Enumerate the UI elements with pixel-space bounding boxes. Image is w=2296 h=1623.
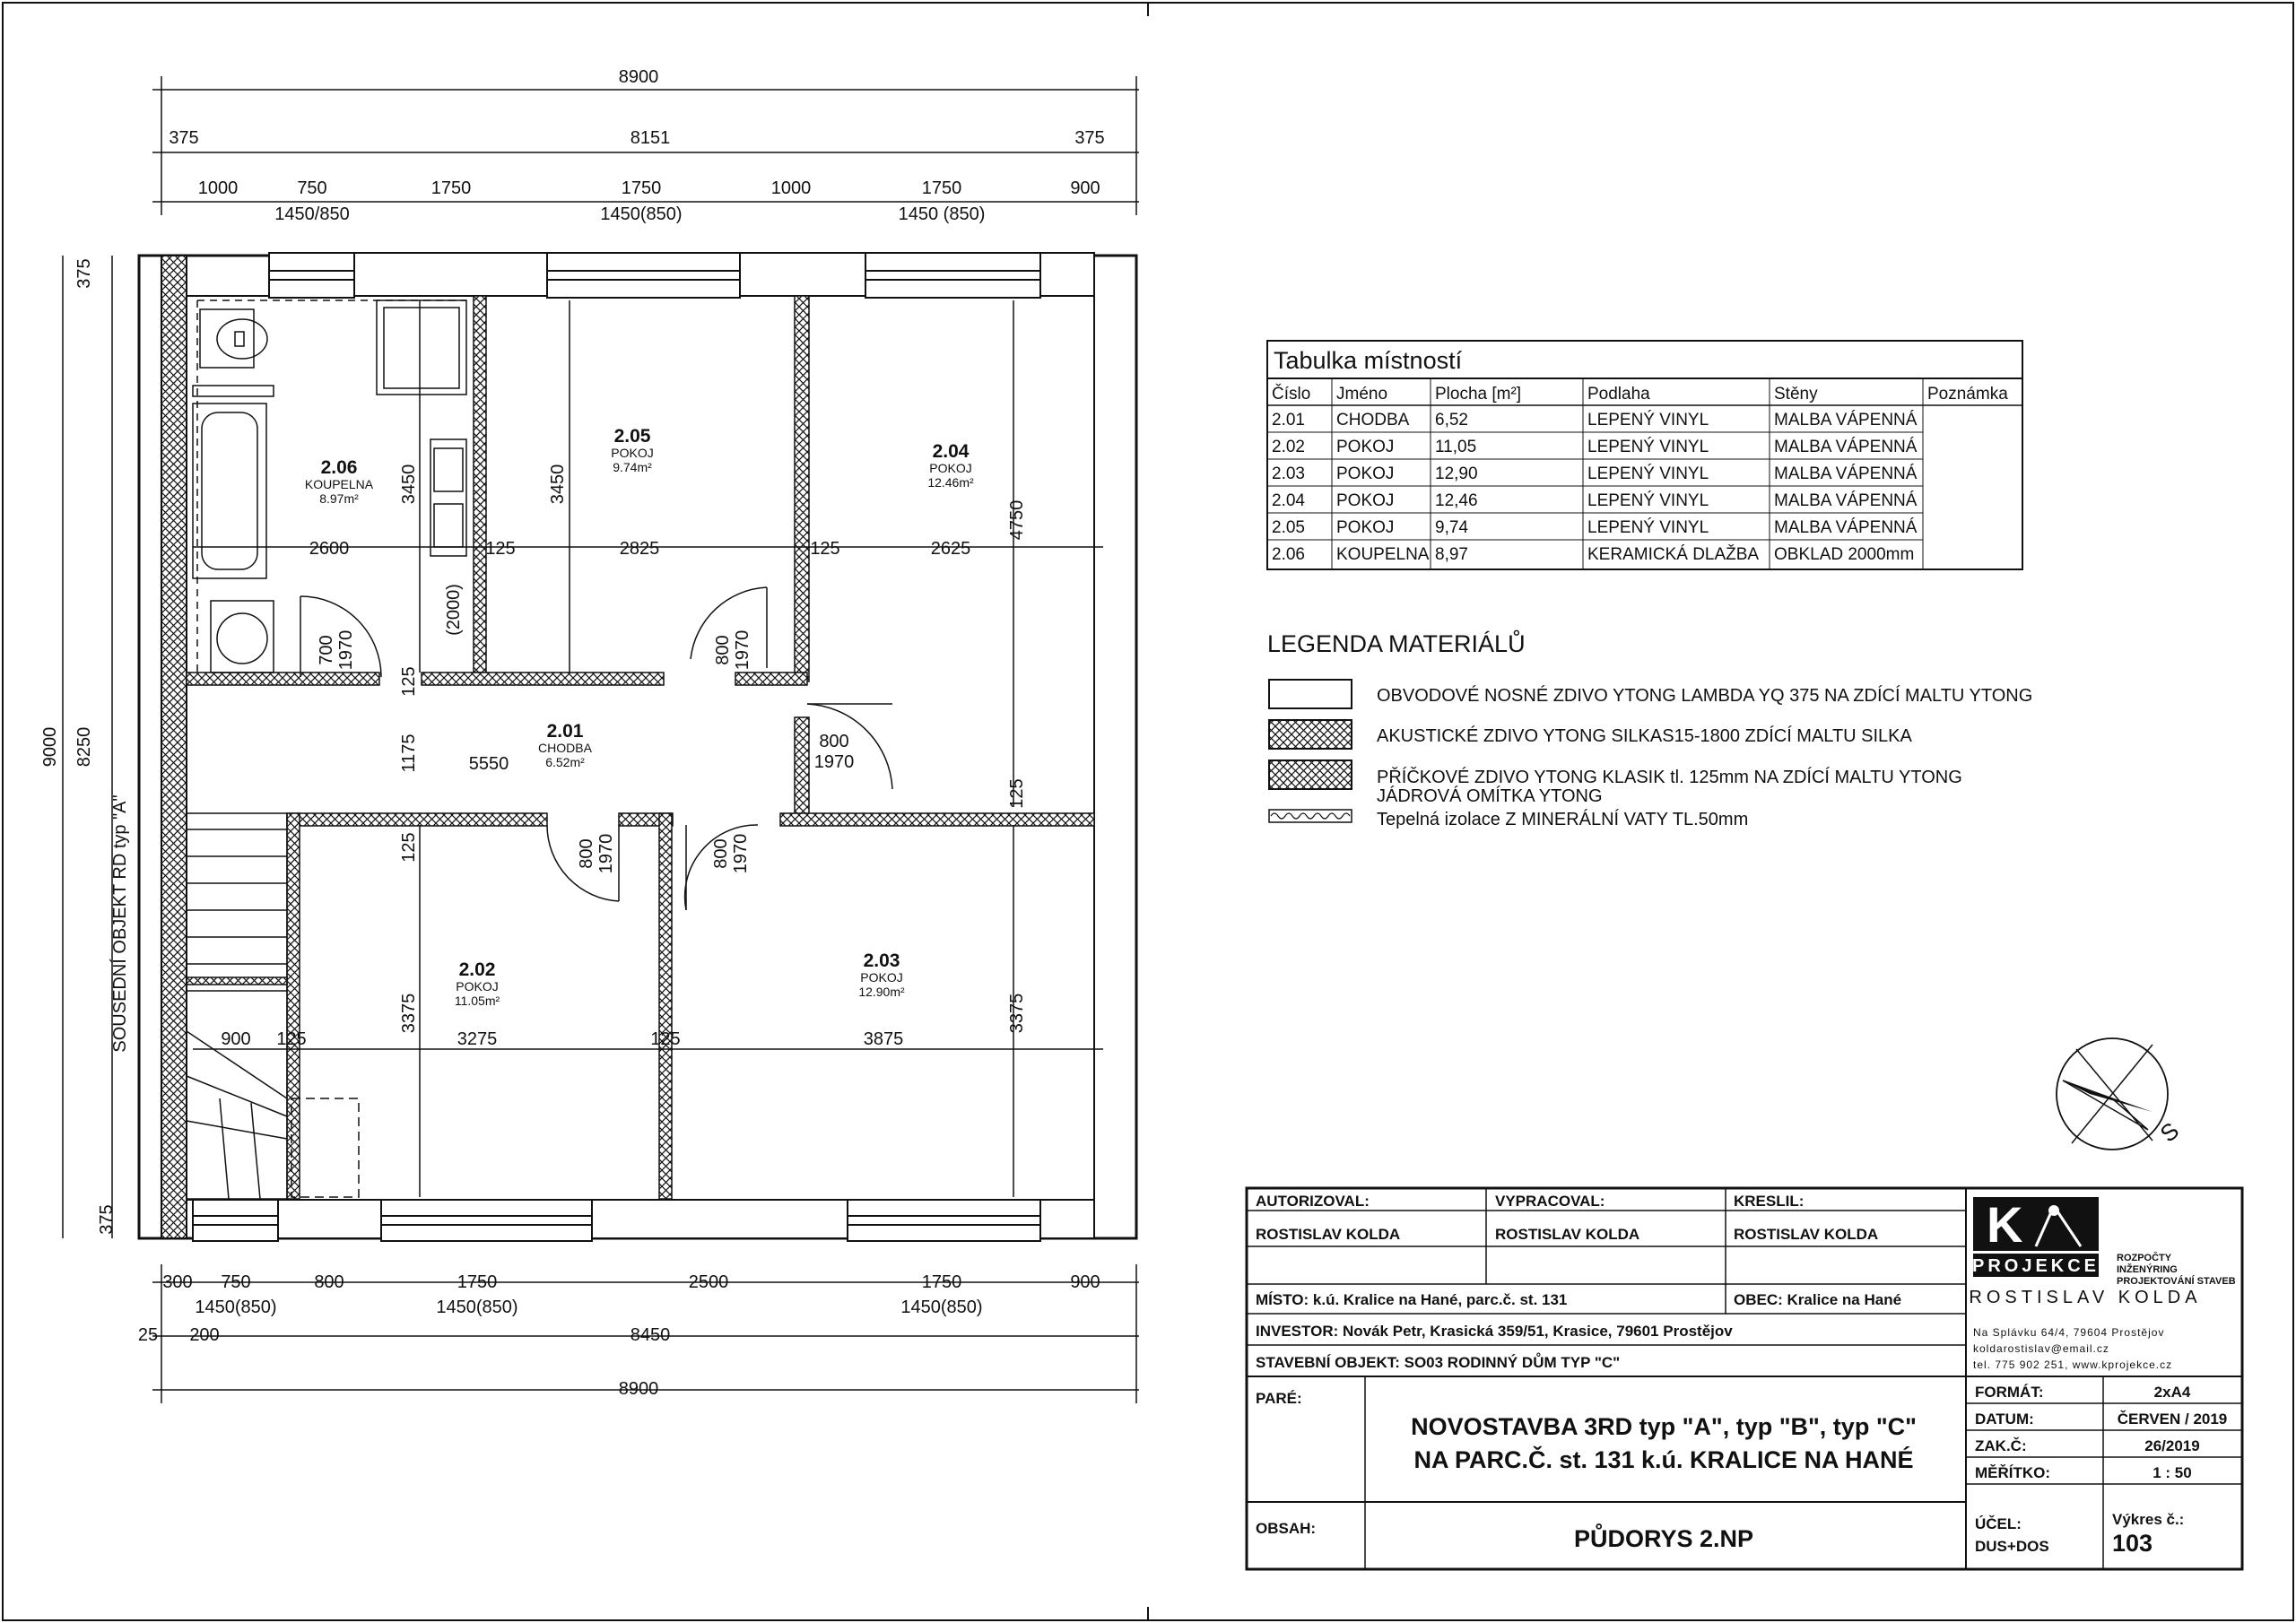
dim-bottom-2-c: 8450 xyxy=(630,1325,671,1345)
svg-text:Plocha [m²]: Plocha [m²] xyxy=(1435,385,1522,404)
dim-top-2-a: 375 xyxy=(169,128,199,148)
dim-125: 125 xyxy=(650,1029,681,1049)
dim-top-3-e: 1000 xyxy=(770,178,812,198)
dim-bottom-1-a: 300 xyxy=(162,1272,193,1292)
dim-bottom-2-b: 200 xyxy=(189,1325,220,1345)
dim-3375: 3375 xyxy=(1007,993,1027,1034)
dim-top-3-d: 1750 xyxy=(621,178,662,198)
svg-text:LEPENÝ VINYL: LEPENÝ VINYL xyxy=(1587,411,1709,430)
svg-text:KRESLIL:: KRESLIL: xyxy=(1734,1193,1805,1210)
svg-text:9,74: 9,74 xyxy=(1435,518,1468,537)
dim-top-3-b: 750 xyxy=(297,178,327,198)
svg-text:Tepelná izolace Z MINERÁLNÍ VA: Tepelná izolace Z MINERÁLNÍ VATY TL.50mm xyxy=(1377,810,1749,829)
dim-3450: 3450 xyxy=(399,464,419,505)
dim-top-total: 8900 xyxy=(618,67,659,87)
north-label: S xyxy=(2154,1116,2185,1148)
dim-1175: 1175 xyxy=(399,733,419,773)
dim-bottom-window-b: 1450(850) xyxy=(436,1298,518,1317)
legend-swatch-acoustic xyxy=(1269,720,1352,749)
svg-text:PROJEKCE: PROJEKCE xyxy=(1971,1256,2100,1276)
dim-bottom-2-a: 25 xyxy=(137,1325,159,1345)
svg-text:LEPENÝ VINYL: LEPENÝ VINYL xyxy=(1587,438,1709,456)
door-width: 800 xyxy=(577,838,596,869)
svg-text:2.01: 2.01 xyxy=(1272,411,1305,430)
svg-text:ÚČEL:: ÚČEL: xyxy=(1975,1515,2022,1532)
north-arrow-icon xyxy=(2057,1038,2184,1150)
svg-text:2.05: 2.05 xyxy=(1272,518,1305,537)
dim-top-2-b: 8151 xyxy=(630,128,671,148)
svg-text:2.03: 2.03 xyxy=(863,950,900,971)
dim-top-3-c: 1750 xyxy=(430,178,472,198)
svg-text:2.02: 2.02 xyxy=(1272,438,1305,456)
svg-text:LEPENÝ VINYL: LEPENÝ VINYL xyxy=(1587,464,1709,483)
svg-text:tel. 775 902 251, www.kprojekc: tel. 775 902 251, www.kprojekce.cz xyxy=(1973,1358,2173,1371)
svg-text:STAVEBNÍ OBJEKT: SO03 RODINNÝ: STAVEBNÍ OBJEKT: SO03 RODINNÝ DŮM TYP "C" xyxy=(1256,1354,1621,1371)
svg-text:MALBA VÁPENNÁ: MALBA VÁPENNÁ xyxy=(1774,464,1918,483)
svg-text:Jméno: Jméno xyxy=(1336,385,1388,404)
svg-text:LEPENÝ VINYL: LEPENÝ VINYL xyxy=(1587,518,1709,537)
dim-2600: 2600 xyxy=(309,539,350,559)
svg-text:POKOJ: POKOJ xyxy=(860,970,903,985)
material-legend xyxy=(1267,629,2032,829)
svg-text:POKOJ: POKOJ xyxy=(1336,464,1395,483)
svg-text:8.97m²: 8.97m² xyxy=(319,491,359,506)
dim-top-window-a: 1450/850 xyxy=(274,204,350,224)
svg-text:ROSTISLAV KOLDA: ROSTISLAV KOLDA xyxy=(1495,1226,1640,1243)
dim-3275: 3275 xyxy=(457,1029,498,1049)
svg-text:6.52m²: 6.52m² xyxy=(545,755,585,769)
svg-text:PROJEKTOVÁNÍ STAVEB: PROJEKTOVÁNÍ STAVEB xyxy=(2117,1276,2236,1287)
dim-bottom-window-a: 1450(850) xyxy=(195,1298,277,1317)
svg-text:MÍSTO: k.ú. Kralice na Hané,: MÍSTO: k.ú. Kralice na Hané, parc.č. st. 131 xyxy=(1256,1291,1568,1308)
svg-text:11.05m²: 11.05m² xyxy=(454,994,500,1008)
door-width: 800 xyxy=(711,838,731,869)
svg-text:OBVODOVÉ NOSNÉ ZDIVO YTONG LAM: OBVODOVÉ NOSNÉ ZDIVO YTONG LAMBDA YQ 375 NA ZDÍCÍ MALTU YTONG xyxy=(1377,686,2033,706)
room-table xyxy=(1267,341,2022,569)
dim-left-inner: 8250 xyxy=(74,726,94,768)
svg-text:2.01: 2.01 xyxy=(546,721,584,742)
svg-text:Podlaha: Podlaha xyxy=(1587,385,1650,404)
dim-left-top: 375 xyxy=(74,258,94,289)
svg-text:FORMÁT:: FORMÁT: xyxy=(1975,1384,2044,1401)
svg-text:POKOJ: POKOJ xyxy=(1336,491,1395,510)
door-height: 1970 xyxy=(596,833,616,874)
svg-text:2.04: 2.04 xyxy=(932,441,970,462)
svg-text:11,05: 11,05 xyxy=(1435,438,1477,456)
svg-text:INVESTOR: Novák Petr, Krasická: INVESTOR: Novák Petr, Krasická 359/51, Krasice, 79601 Prostějov xyxy=(1256,1323,1733,1340)
dim-bottom-1-g: 900 xyxy=(1070,1272,1100,1292)
dim-125: 125 xyxy=(485,539,516,559)
dim-top-window-b: 1450(850) xyxy=(600,204,683,224)
svg-text:POKOJ: POKOJ xyxy=(929,461,972,475)
door-width: 800 xyxy=(713,635,733,665)
svg-text:Číslo: Číslo xyxy=(1272,385,1311,404)
legend-swatch-insulation-wave xyxy=(1271,813,1350,819)
dim-top-3-f: 1750 xyxy=(921,178,962,198)
dim-3450: 3450 xyxy=(548,464,568,505)
svg-text:ZAK.Č:: ZAK.Č: xyxy=(1975,1437,2027,1454)
room-label-2-03 xyxy=(858,950,905,999)
svg-text:KOUPELNA: KOUPELNA xyxy=(304,477,374,491)
room-label-2-02 xyxy=(455,959,500,1008)
room-label-2-04 xyxy=(927,441,974,490)
dim-bottom-1-d: 1750 xyxy=(457,1272,498,1292)
dim-bottom-1-c: 800 xyxy=(314,1272,344,1292)
dim-bottom-1-f: 1750 xyxy=(921,1272,962,1292)
room-table-title: Tabulka místností xyxy=(1274,347,1463,374)
staircase xyxy=(187,813,359,1199)
svg-text:12.90m²: 12.90m² xyxy=(858,985,905,999)
dim-bottom-1-e: 2500 xyxy=(688,1272,729,1292)
svg-text:ROZPOČTY: ROZPOČTY xyxy=(2117,1253,2172,1263)
svg-text:MALBA VÁPENNÁ: MALBA VÁPENNÁ xyxy=(1774,411,1918,430)
svg-text:MALBA VÁPENNÁ: MALBA VÁPENNÁ xyxy=(1774,518,1918,537)
svg-text:INŽENÝRING: INŽENÝRING xyxy=(2117,1264,2178,1275)
svg-text:MALBA VÁPENNÁ: MALBA VÁPENNÁ xyxy=(1774,491,1918,510)
svg-text:POKOJ: POKOJ xyxy=(456,979,499,994)
svg-text:Výkres č.:: Výkres č.: xyxy=(2112,1511,2185,1528)
door-width: 800 xyxy=(819,732,849,751)
dim-125: 125 xyxy=(810,539,840,559)
svg-text:26/2019: 26/2019 xyxy=(2144,1437,2200,1454)
door-height: 1970 xyxy=(733,629,752,671)
dim-3875: 3875 xyxy=(863,1029,904,1049)
svg-text:CHODBA: CHODBA xyxy=(538,741,592,755)
svg-text:Poznámka: Poznámka xyxy=(1927,385,2008,404)
svg-text:Stěny: Stěny xyxy=(1774,385,1818,404)
dim-900: 900 xyxy=(221,1029,251,1049)
svg-text:AUTORIZOVAL:: AUTORIZOVAL: xyxy=(1256,1193,1370,1210)
room-label-2-01 xyxy=(538,721,593,769)
svg-text:2.06: 2.06 xyxy=(1272,545,1305,564)
svg-text:12,90: 12,90 xyxy=(1435,464,1478,483)
svg-text:2xA4: 2xA4 xyxy=(2153,1384,2191,1401)
dim-top-3-a: 1000 xyxy=(197,178,239,198)
insulation-strip xyxy=(139,256,161,1238)
project-title-line1: NOVOSTAVBA 3RD typ "A", typ "B", typ "C" xyxy=(1411,1413,1917,1440)
svg-text:K: K xyxy=(1987,1196,2023,1253)
legend-swatch-outer xyxy=(1269,680,1352,708)
svg-text:Na Splávku 64/4, 79604 Prostěj: Na Splávku 64/4, 79604 Prostějov xyxy=(1973,1326,2165,1339)
svg-text:PŘÍČKOVÉ ZDIVO YTONG KLASIK tl: PŘÍČKOVÉ ZDIVO YTONG KLASIK tl. 125mm NA ZDÍCÍ MALTU YTONG xyxy=(1377,768,1962,787)
neighbor-label: SOUSEDNÍ OBJEKT RD typ "A" xyxy=(110,794,130,1053)
door-height: 1970 xyxy=(731,833,751,874)
svg-text:POKOJ: POKOJ xyxy=(1336,518,1395,537)
drawing-content: PŮDORYS 2.NP xyxy=(1573,1525,1754,1552)
svg-text:8,97: 8,97 xyxy=(1435,545,1468,564)
project-title-line2: NA PARC.Č. st. 131 k.ú. KRALICE NA HANÉ xyxy=(1413,1446,1914,1473)
svg-text:OBSAH:: OBSAH: xyxy=(1256,1520,1317,1537)
legend-swatch-partition xyxy=(1269,760,1352,789)
svg-text:POKOJ: POKOJ xyxy=(1336,438,1395,456)
dim-bottom-total: 8900 xyxy=(618,1379,659,1399)
dim-125: 125 xyxy=(276,1029,307,1049)
dim-top-3-g: 900 xyxy=(1070,178,1100,198)
dim-125: 125 xyxy=(399,832,419,863)
svg-text:PARÉ:: PARÉ: xyxy=(1256,1390,1302,1407)
floor-plan xyxy=(40,67,1139,1403)
svg-text:ČERVEN / 2019: ČERVEN / 2019 xyxy=(2117,1410,2228,1428)
company-logo xyxy=(1969,1196,2235,1371)
svg-text:2.05: 2.05 xyxy=(613,426,651,447)
dim-2825: 2825 xyxy=(619,539,660,559)
svg-text:12,46: 12,46 xyxy=(1435,491,1478,510)
dim-125: 125 xyxy=(399,666,419,697)
svg-text:2.04: 2.04 xyxy=(1272,491,1305,510)
dim-bottom-1-b: 750 xyxy=(221,1272,251,1292)
dim-top-2-c: 375 xyxy=(1074,128,1105,148)
dim-5550: 5550 xyxy=(468,754,509,774)
legend-swatch-insulation xyxy=(1269,810,1352,822)
svg-text:9.74m²: 9.74m² xyxy=(613,460,652,474)
acoustic-wall xyxy=(161,256,187,1238)
svg-text:koldarostislav@email.cz: koldarostislav@email.cz xyxy=(1973,1342,2109,1355)
svg-text:ROSTISLAV KOLDA: ROSTISLAV KOLDA xyxy=(1734,1226,1879,1243)
dim-left-total: 9000 xyxy=(40,726,60,768)
svg-text:ROSTISLAV KOLDA: ROSTISLAV KOLDA xyxy=(1969,1288,2202,1307)
room-label-2-05 xyxy=(611,426,653,474)
dim-125: 125 xyxy=(1007,778,1027,809)
svg-text:ROSTISLAV KOLDA: ROSTISLAV KOLDA xyxy=(1256,1226,1401,1243)
svg-text:JÁDROVÁ OMÍTKA YTONG: JÁDROVÁ OMÍTKA YTONG xyxy=(1377,786,1603,806)
door-height: 1970 xyxy=(336,629,356,671)
svg-text:OBEC: Kralice na Hané: OBEC: Kralice na Hané xyxy=(1734,1291,1902,1308)
svg-text:103: 103 xyxy=(2112,1530,2153,1557)
svg-text:MALBA VÁPENNÁ: MALBA VÁPENNÁ xyxy=(1774,438,1918,456)
room-table-rows xyxy=(1272,411,1918,564)
svg-text:LEPENÝ VINYL: LEPENÝ VINYL xyxy=(1587,491,1709,510)
dim-top-window-c: 1450 (850) xyxy=(898,204,986,224)
room-label-2-06 xyxy=(305,457,374,506)
sheet-border xyxy=(3,3,2293,1620)
svg-text:12.46m²: 12.46m² xyxy=(927,475,974,490)
svg-text:2.02: 2.02 xyxy=(458,959,496,980)
svg-text:2.03: 2.03 xyxy=(1272,464,1305,483)
svg-text:DUS+DOS: DUS+DOS xyxy=(1975,1538,2049,1555)
svg-text:POKOJ: POKOJ xyxy=(611,446,654,460)
dim-2000: (2000) xyxy=(444,584,464,636)
svg-text:KOUPELNA: KOUPELNA xyxy=(1336,545,1430,564)
svg-text:MĚŘÍTKO:: MĚŘÍTKO: xyxy=(1975,1464,2051,1481)
svg-text:6,52: 6,52 xyxy=(1435,411,1468,430)
dim-3375: 3375 xyxy=(399,993,419,1034)
svg-text:2.06: 2.06 xyxy=(320,457,358,478)
dim-4750: 4750 xyxy=(1007,499,1027,541)
svg-text:OBKLAD 2000mm: OBKLAD 2000mm xyxy=(1774,545,1915,564)
room-table-header xyxy=(1272,384,2008,404)
dim-left-bottom: 375 xyxy=(97,1204,117,1235)
dim-2625: 2625 xyxy=(930,539,971,559)
svg-text:DATUM:: DATUM: xyxy=(1975,1410,2034,1428)
svg-text:AKUSTICKÉ ZDIVO YTONG SILKAS15: AKUSTICKÉ ZDIVO YTONG SILKAS15-1800 ZDÍCÍ MALTU SILKA xyxy=(1377,726,1912,746)
door-height: 1970 xyxy=(813,752,855,772)
legend-title: LEGENDA MATERIÁLŮ xyxy=(1267,630,1526,657)
svg-text:CHODBA: CHODBA xyxy=(1336,411,1410,430)
svg-text:VYPRACOVAL:: VYPRACOVAL: xyxy=(1495,1193,1605,1210)
dim-bottom-window-c: 1450(850) xyxy=(900,1298,983,1317)
door-width: 700 xyxy=(317,635,336,665)
svg-text:1 : 50: 1 : 50 xyxy=(2152,1464,2192,1481)
svg-text:KERAMICKÁ DLAŽBA: KERAMICKÁ DLAŽBA xyxy=(1587,545,1760,564)
